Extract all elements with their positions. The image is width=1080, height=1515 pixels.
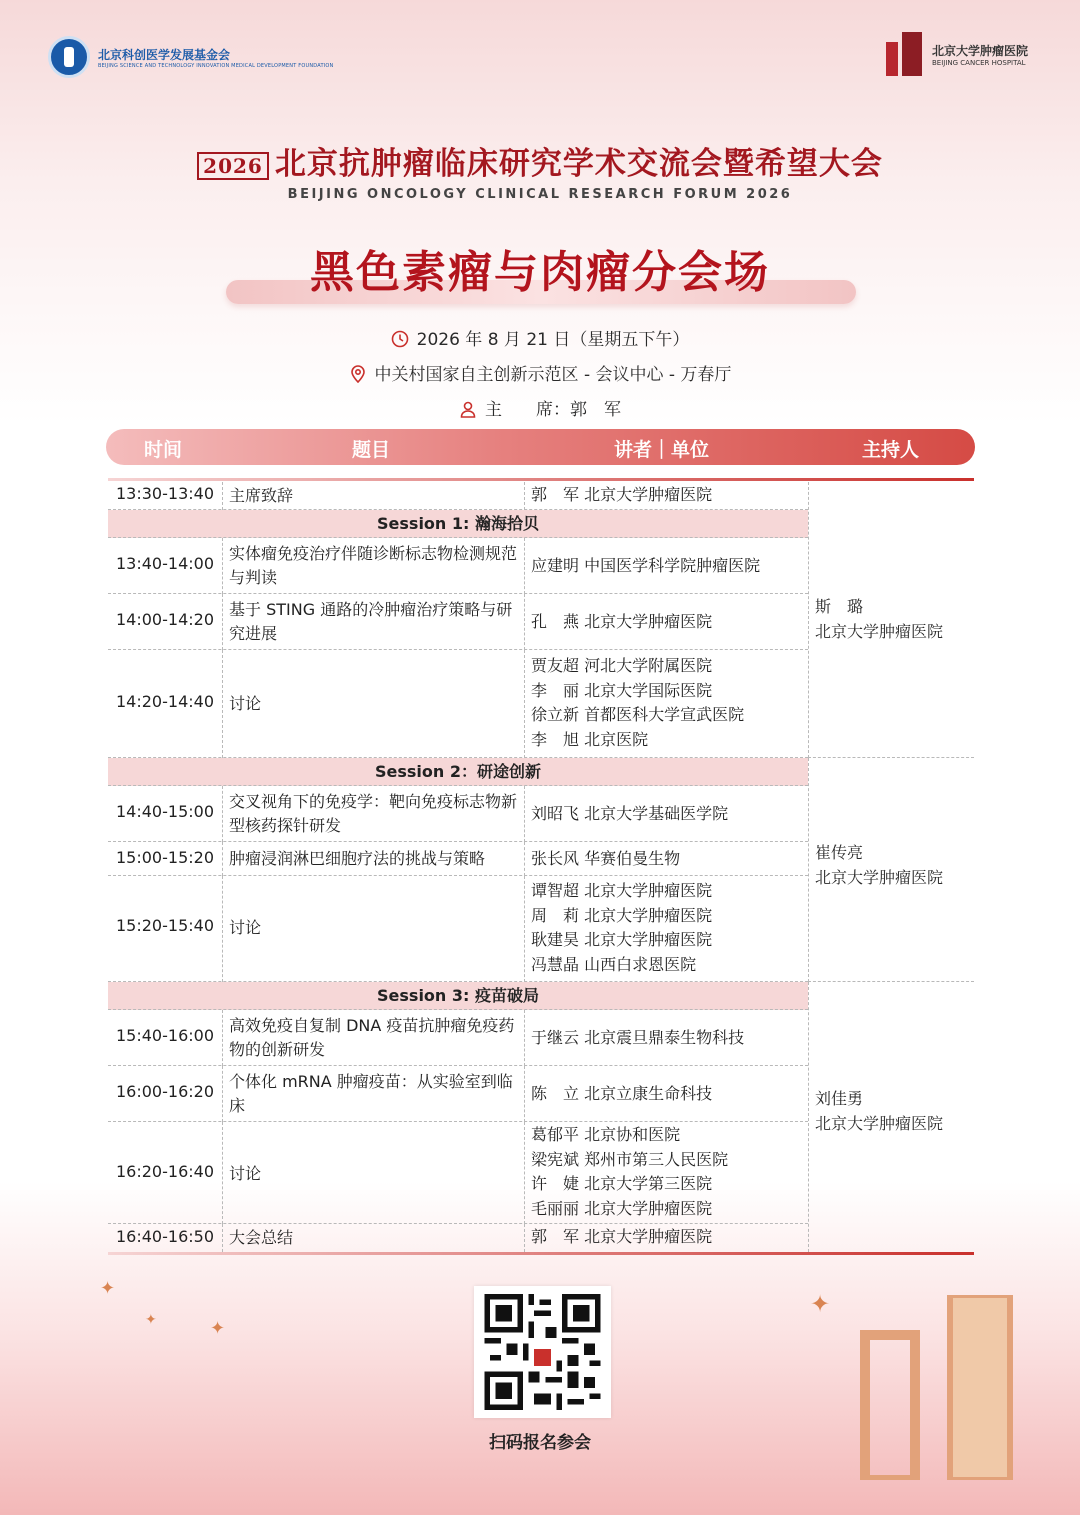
host-name: 斯 璐 [815, 597, 864, 616]
table-row [108, 594, 808, 650]
forum-title-cn: 北京抗肿瘤临床研究学术交流会暨希望大会 [274, 146, 883, 182]
location-pin-icon [349, 365, 367, 383]
row-time: 14:00-14:20 [116, 610, 214, 629]
speaker: 梁宪斌 郑州市第三人民医院 [531, 1149, 729, 1169]
header-speaker: 讲者｜单位 [614, 439, 710, 461]
row-speakers [524, 786, 808, 842]
row-speakers [524, 538, 808, 594]
row-topic: 交叉视角下的免疫学：靶向免疫标志物新型核药探针研发 [222, 786, 524, 842]
table-row [108, 786, 808, 842]
table-top-rule [108, 478, 974, 481]
row-time: 15:00-15:20 [116, 848, 214, 867]
bird-icon: ✦ [210, 1318, 226, 1339]
forum-title-en: BEIJING ONCOLOGY CLINICAL RESEARCH FORUM 2026 [287, 187, 793, 202]
row-speakers [524, 650, 808, 758]
host-cell [808, 982, 974, 1252]
speaker: 李 旭 北京医院 [531, 729, 649, 749]
speaker: 徐立新 首都医科大学宣武医院 [531, 705, 745, 724]
header-topic: 题目 [352, 439, 391, 461]
row-speakers [524, 842, 808, 876]
row-topic: 实体瘤免疫治疗伴随诊断标志物检测规范与判读 [222, 538, 524, 594]
row-time: 16:40-16:50 [116, 1227, 214, 1246]
row-time: 15:40-16:00 [116, 1026, 214, 1045]
table-row [108, 1010, 808, 1066]
foundation-logo [48, 36, 333, 78]
speaker: 谭智超 北京大学肿瘤医院 [531, 881, 713, 900]
host-org: 北京大学肿瘤医院 [815, 622, 944, 641]
host-org: 北京大学肿瘤医院 [815, 868, 944, 887]
qr-caption: 扫码报名参会 [489, 1433, 591, 1453]
chair-line [0, 395, 1080, 420]
speaker: 葛郁平 北京协和医院 [531, 1125, 681, 1144]
speaker: 许 婕 北京大学第三医院 [531, 1174, 713, 1193]
speaker: 郭 军 北京大学肿瘤医院 [531, 485, 713, 504]
row-speakers [524, 482, 808, 510]
row-topic: 肿瘤浸润淋巴细胞疗法的挑战与策略 [222, 842, 524, 876]
host-org: 北京大学肿瘤医院 [815, 1114, 944, 1133]
speaker: 周 莉 北京大学肿瘤医院 [531, 905, 713, 925]
speaker: 应建明 中国医学科学院肿瘤医院 [531, 556, 761, 575]
row-speakers [524, 594, 808, 650]
speaker: 陈 立 北京立康生命科技 [531, 1084, 713, 1103]
row-topic: 讨论 [222, 650, 524, 758]
hospital-name: 北京大学肿瘤医院 [931, 43, 1028, 58]
row-time: 13:30-13:40 [116, 484, 214, 503]
forum-title [0, 138, 1080, 202]
row-time: 13:40-14:00 [116, 554, 214, 573]
row-time: 16:00-16:20 [116, 1082, 214, 1101]
row-speakers [524, 876, 808, 982]
row-topic: 讨论 [222, 1122, 524, 1224]
row-time: 15:20-15:40 [116, 916, 214, 935]
table-bottom-rule [108, 1252, 974, 1255]
row-topic: 讨论 [222, 876, 524, 982]
row-speakers [524, 1122, 808, 1224]
table-row [108, 842, 808, 876]
header-host: 主持人 [862, 439, 920, 461]
table-row [108, 538, 808, 594]
host-cell [808, 758, 974, 982]
row-topic: 主席致辞 [222, 482, 524, 510]
row-topic: 高效免疫自复制 DNA 疫苗抗肿瘤免疫药物的创新研发 [222, 1010, 524, 1066]
venue-line [0, 360, 1080, 385]
table-row [108, 1122, 808, 1224]
foundation-en-name: BEIJING SCIENCE AND TECHNOLOGY INNOVATION MEDICAL DEVELOPMENT FOUNDATION [98, 62, 334, 69]
row-time: 16:20-16:40 [116, 1162, 214, 1181]
session-band: Session 1: 瀚海拾贝 [108, 510, 808, 538]
row-time: 14:20-14:40 [116, 692, 214, 711]
foundation-seal-icon [48, 36, 90, 78]
bird-icon: ✦ [100, 1278, 116, 1299]
speaker: 耿建昊 北京大学肿瘤医院 [531, 930, 713, 949]
speaker: 于继云 北京震旦鼎泰生物科技 [531, 1028, 745, 1047]
session-band: Session 2：研途创新 [108, 758, 808, 786]
host-name: 崔传亮 [815, 843, 864, 862]
row-speakers [524, 1010, 808, 1066]
row-topic: 个体化 mRNA 肿瘤疫苗：从实验室到临床 [222, 1066, 524, 1122]
table-row [108, 482, 808, 510]
row-speakers [524, 1066, 808, 1122]
speaker: 毛丽丽 北京大学肿瘤医院 [531, 1198, 713, 1218]
session-band: Session 3: 疫苗破局 [108, 982, 808, 1010]
foundation-name: 北京科创医学发展基金会 [98, 47, 231, 62]
row-time: 14:40-15:00 [116, 802, 214, 821]
speaker: 冯慧晶 山西白求恩医院 [531, 954, 697, 974]
date-text: 2026 年 8 月 21 日（星期五下午） [416, 330, 690, 350]
registration-qr-code[interactable] [474, 1286, 611, 1418]
host-cell [808, 482, 974, 758]
person-icon [459, 400, 477, 418]
header-time: 时间 [144, 439, 183, 461]
speaker: 郭 军 北京大学肿瘤医院 [531, 1227, 713, 1246]
bird-icon: ✦ [145, 1312, 157, 1328]
chair-text: 主 席：郭 军 [485, 400, 621, 420]
venue-text: 中关村国家自主创新示范区 - 会议中心 - 万春厅 [374, 365, 732, 385]
bird-icon: ✦ [810, 1290, 831, 1318]
hospital-logo [886, 32, 1028, 76]
table-row [108, 1224, 808, 1252]
session-title: 黑色素瘤与肉瘤分会场 [310, 247, 770, 298]
row-topic: 基于 STING 通路的冷肿瘤治疗策略与研究进展 [222, 594, 524, 650]
forum-year-mark: 2026 [197, 152, 269, 180]
row-speakers [524, 1224, 808, 1252]
speaker: 贾友超 河北大学附属医院 [531, 656, 713, 675]
clock-icon [391, 330, 409, 348]
table-header [106, 429, 975, 465]
table-row [108, 1066, 808, 1122]
speaker: 孔 燕 北京大学肿瘤医院 [531, 612, 713, 631]
row-topic: 大会总结 [222, 1224, 524, 1252]
speaker: 李 丽 北京大学国际医院 [531, 680, 713, 700]
qr-code-icon [482, 1294, 603, 1410]
speaker: 张长风 华赛伯曼生物 [531, 849, 681, 868]
speaker: 刘昭飞 北京大学基础医学院 [531, 804, 729, 823]
hospital-en-name: BEIJING CANCER HOSPITAL [931, 58, 1026, 67]
table-row [108, 876, 808, 982]
date-line [0, 325, 1080, 350]
hospital-mark-icon [886, 32, 924, 76]
table-row [108, 650, 808, 758]
host-name: 刘佳勇 [815, 1089, 864, 1108]
